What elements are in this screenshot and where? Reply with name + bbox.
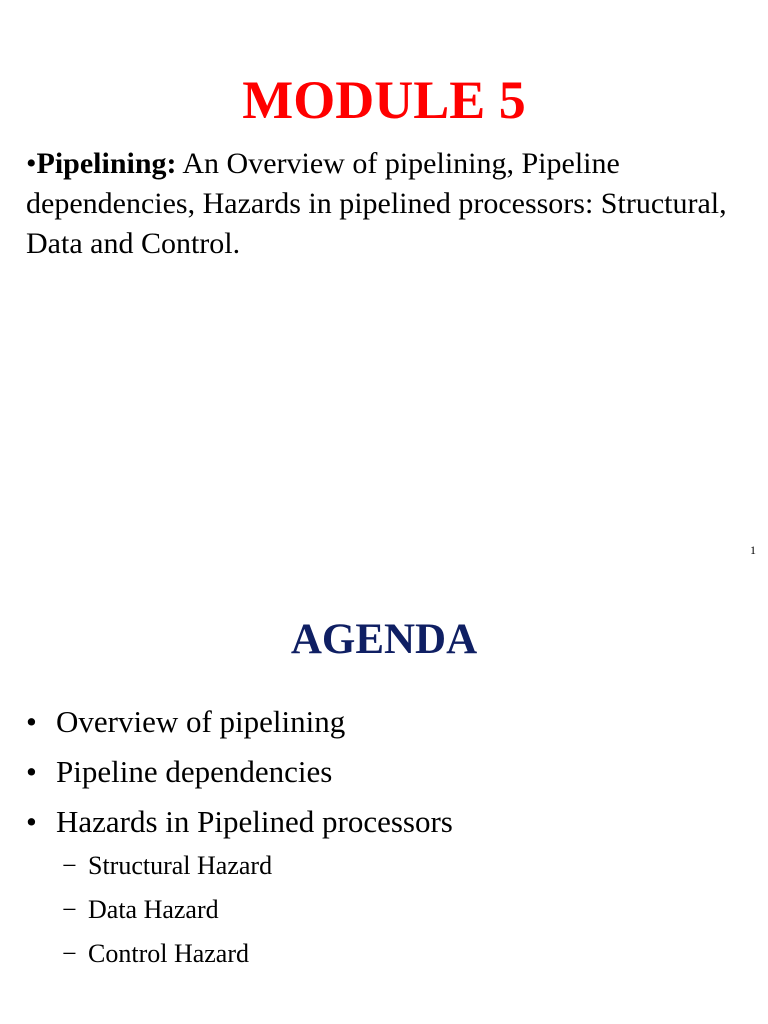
sub-item-label: Data Hazard <box>88 895 219 924</box>
bullet-icon: • <box>26 147 37 180</box>
slide-agenda <box>0 576 768 1024</box>
list-item <box>26 802 453 852</box>
sub-list-item <box>62 894 272 938</box>
list-item <box>26 702 453 752</box>
slide-title: MODULE 5 <box>242 70 526 130</box>
topic-label: Pipelining: <box>36 147 177 180</box>
list-item-label: Overview of pipelining <box>56 704 346 739</box>
list-item-label: Hazards in Pipelined processors <box>56 804 453 839</box>
sub-item-label: Structural Hazard <box>88 851 273 880</box>
dash-icon: − <box>62 895 77 924</box>
bullet-icon: • <box>26 804 37 839</box>
slide-title: AGENDA <box>290 616 478 663</box>
bullet-icon: • <box>26 754 37 789</box>
dash-icon: − <box>62 939 77 968</box>
topic-text: An Overview of pipelining, Pipeline dependencies, Hazards in pipelined processors: Structural, Data and Control. <box>26 147 727 260</box>
agenda-list <box>26 702 453 852</box>
hazard-sub-list <box>62 850 272 982</box>
topic-paragraph <box>26 144 746 264</box>
sub-list-item <box>62 938 272 982</box>
sub-item-label: Control Hazard <box>88 939 250 968</box>
sub-list-item <box>62 850 272 894</box>
list-item <box>26 752 453 802</box>
bullet-icon: • <box>26 704 37 739</box>
list-item-label: Pipeline dependencies <box>56 754 333 789</box>
dash-icon: − <box>62 851 77 880</box>
page-number: 1 <box>750 543 756 557</box>
